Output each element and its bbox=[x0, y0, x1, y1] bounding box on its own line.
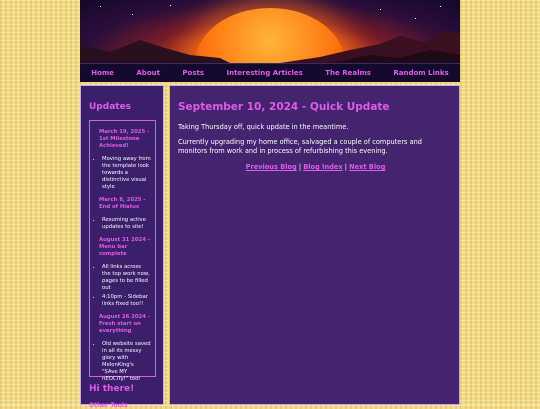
update-item: • Old website saved in all its messy glory with MelonKing's "SAve MY nEOCiTy!" tool bbox=[102, 341, 151, 383]
nav-about[interactable]: About bbox=[136, 69, 160, 77]
update-heading: March 19, 2025 - 1st Milestone Achieved! bbox=[99, 129, 150, 149]
update-list bbox=[96, 264, 151, 308]
update-item: • Resuming active updates to site! bbox=[102, 217, 151, 231]
nav-home[interactable]: Home bbox=[91, 69, 114, 77]
update-list bbox=[96, 341, 151, 383]
main-content bbox=[169, 85, 460, 405]
update-heading: August 26 2024 - Fresh start on everything bbox=[99, 314, 150, 334]
post-title: September 10, 2024 - Quick Update bbox=[178, 101, 390, 113]
link-separator: | bbox=[298, 163, 302, 171]
post-paragraph: Taking Thursday off, quick update in the meantime. bbox=[178, 123, 349, 131]
updates-box[interactable] bbox=[89, 120, 156, 382]
link-separator: | bbox=[344, 163, 347, 171]
hi-there-heading: Hi there! bbox=[89, 384, 135, 394]
page-wrapper bbox=[80, 0, 460, 409]
blog-navigation bbox=[170, 163, 461, 171]
post-paragraph: Currently upgrading my home office, salvaged a couple of computers and monitors from work and in process of refurbishing this evening. bbox=[178, 138, 422, 155]
sidebar bbox=[80, 85, 164, 409]
update-list bbox=[96, 156, 151, 191]
update-item: • All links across the top work now, pages to be filled out bbox=[102, 264, 151, 292]
mountains-silhouette bbox=[80, 0, 460, 63]
top-nav-bar bbox=[80, 63, 460, 82]
next-blog-link[interactable]: Next Blog bbox=[349, 163, 386, 171]
nav-random-links[interactable]: Random Links bbox=[393, 69, 449, 77]
header-banner bbox=[80, 0, 460, 63]
previous-blog-link[interactable]: Previous Blog bbox=[245, 163, 297, 171]
nav-interesting-articles[interactable]: Interesting Articles bbox=[226, 69, 303, 77]
update-item: • 4:10pm - Sidebar links fixed too!! bbox=[102, 294, 151, 308]
update-heading: August 31 2024 - Menu bar complete bbox=[99, 237, 150, 257]
blog-index-link[interactable]: Blog Index bbox=[303, 163, 343, 171]
other-tools-label[interactable]: Other Tools bbox=[89, 402, 128, 409]
update-list bbox=[96, 217, 151, 231]
updates-heading: Updates bbox=[89, 102, 132, 112]
nav-posts[interactable]: Posts bbox=[182, 69, 205, 77]
update-item: • Moving away from the template look towards a distinctive visual style bbox=[102, 156, 151, 191]
nav-the-realms[interactable]: The Realms bbox=[325, 69, 371, 77]
update-heading: March 8, 2025 - End of Hiatus bbox=[99, 197, 146, 210]
